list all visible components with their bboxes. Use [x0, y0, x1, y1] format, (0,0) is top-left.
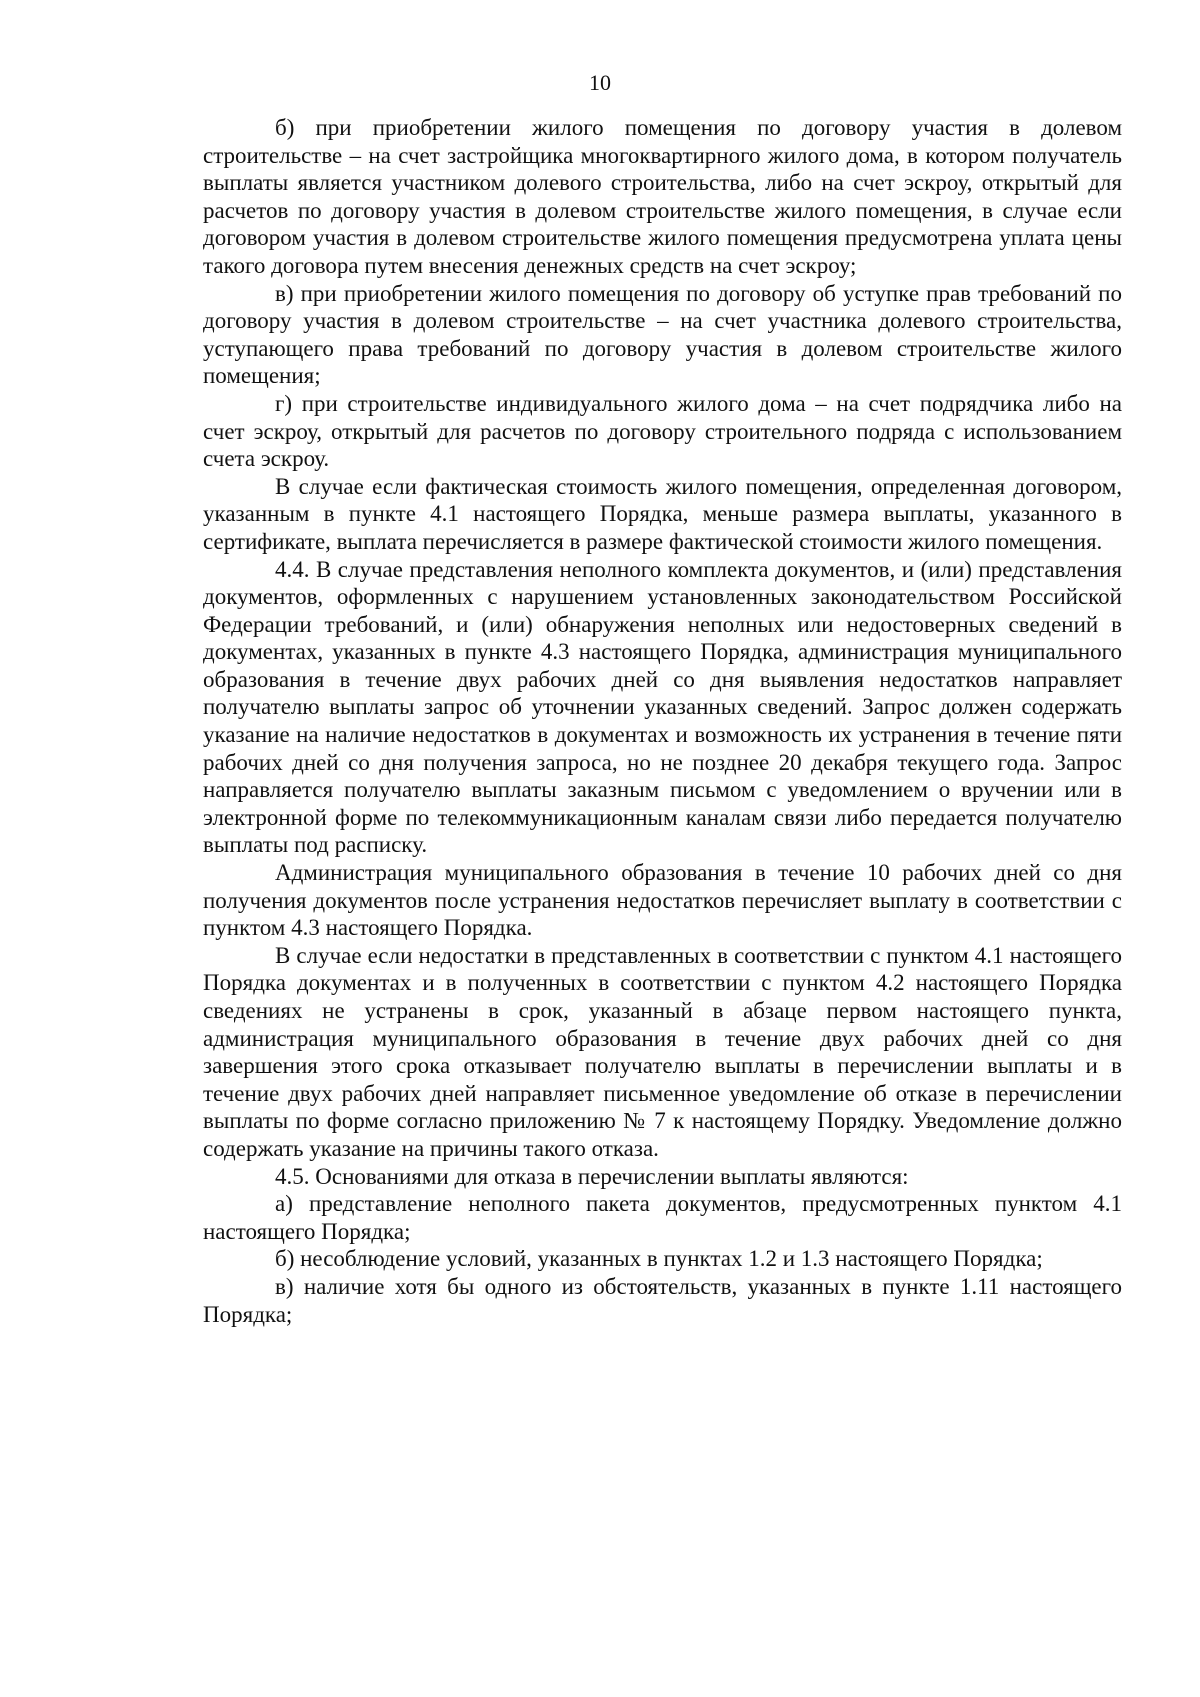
paragraph-actual-cost: В случае если фактическая стоимость жилого помещения, определенная договором, указанным в пункте 4.1 настоящего Порядка, меньше размера выплаты, указанного в сертификате, выплата перечисляется в размере фактической стоимости жилого помещения.	[203, 473, 1122, 554]
paragraph-b-shared-construction: б) при приобретении жилого помещения по договору участия в долевом строительстве – на счет застройщика многоквартирного жилого дома, в котором получатель выплаты является участником долевого строительства, либо на счет эскроу, открытый для расчетов по договору участия в долевом строительстве жилого помещения, в случае если договором участия в долевом строительстве жилого помещения предусмотрена уплата цены такого договора путем внесения денежных средств на счет эскроу;	[203, 115, 1122, 278]
document-body	[203, 114, 1122, 1328]
paragraph-v-assignment-of-rights: в) при приобретении жилого помещения по договору об уступке прав требований по договору участия в долевом строительстве – на счет участника долевого строительства, уступающего права требований по договору участия в долевом строительстве жилого помещения;	[203, 280, 1122, 389]
paragraph-refusal-notice: В случае если недостатки в представленных в соответствии с пунктом 4.1 настоящего Порядка документах и в полученных в соответствии с пунктом 4.2 настоящего Порядка сведениях не устранены в срок, указанный в абзаце первом настоящего пункта, администрация муниципального образования в течение двух рабочих дней со дня завершения этого срока отказывает получателю выплаты в перечислении выплаты и в течение двух рабочих дней направляет письменное уведомление об отказе в перечислении выплаты по форме согласно приложению № 7 к настоящему Порядку. Уведомление должно содержать указание на причины такого отказа.	[203, 942, 1122, 1161]
paragraph-4-5-a: а) представление неполного пакета документов, предусмотренных пунктом 4.1 настоящего Порядка;	[203, 1191, 1122, 1244]
paragraph-4-5-v: в) наличие хотя бы одного из обстоятельств, указанных в пункте 1.11 настоящего Порядка;	[203, 1273, 1122, 1327]
paragraph-4-5-b: б) несоблюдение условий, указанных в пунктах 1.2 и 1.3 настоящего Порядка;	[275, 1246, 1043, 1272]
paragraph-4-4: 4.4. В случае представления неполного комплекта документов, и (или) представления документов, оформленных с нарушением установленных законодательством Российской Федерации требований, и (или) обнаружения неполных или недостоверных сведений в документах, указанных в пункте 4.3 настоящего Порядка, администрация муниципального образования в течение двух рабочих дней со дня выявления недостатков направляет получателю выплаты запрос об уточнении указанных сведений. Запрос должен содержать указание на наличие недостатков в документах и возможность их устранения в течение пяти рабочих дней со дня получения запроса, но не позднее 20 декабря текущего года. Запрос направляется получателю выплаты заказным письмом с уведомлением о вручении или в электронной форме по телекоммуникационным каналам связи либо передается получателю выплаты под расписку.	[203, 556, 1122, 858]
paragraph-transfer-after-fix: Администрация муниципального образования в течение 10 рабочих дней со дня получения документов после устранения недостатков перечисляет выплату в соответствии с пунктом 4.3 настоящего Порядка.	[203, 860, 1122, 941]
paragraph-g-individual-house: г) при строительстве индивидуального жилого дома – на счет подрядчика либо на счет эскроу, открытый для расчетов по договору строительного подряда с использованием счета эскроу.	[203, 390, 1122, 472]
paragraph-4-5: 4.5. Основаниями для отказа в перечислении выплаты являются:	[275, 1163, 909, 1189]
page-number: 10	[589, 70, 611, 95]
